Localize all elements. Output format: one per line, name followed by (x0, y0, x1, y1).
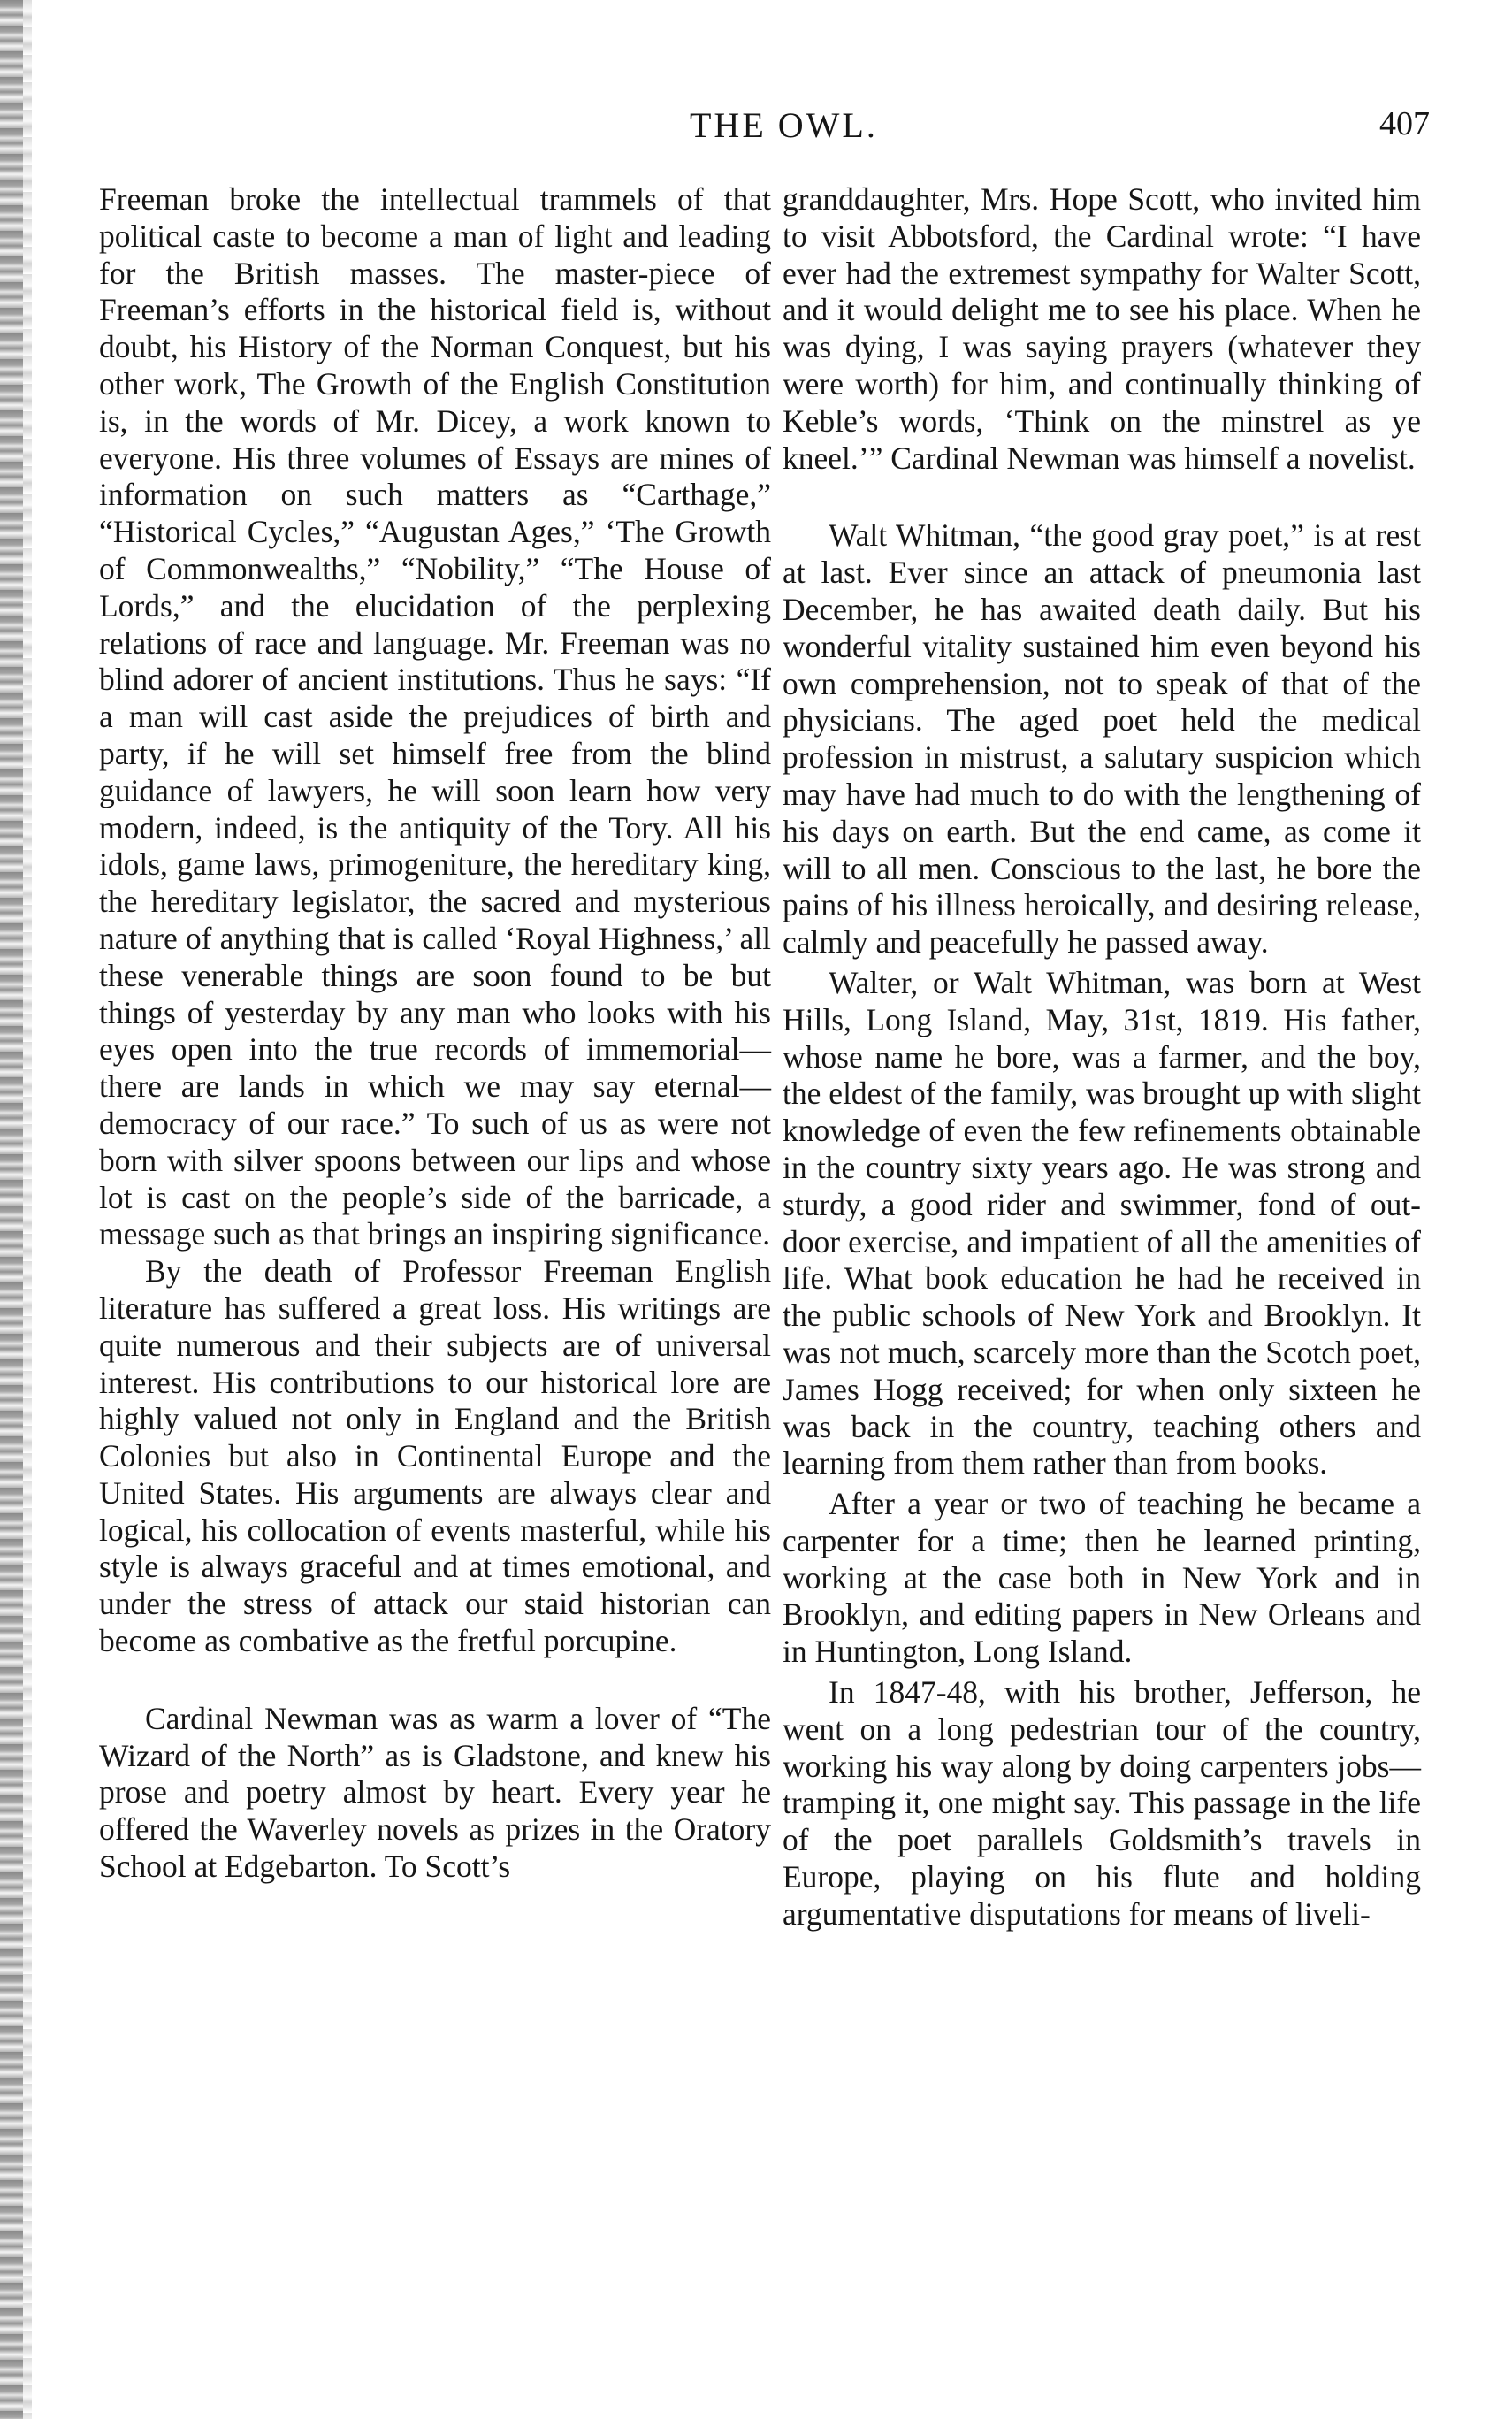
paragraph-whitman-tour: In 1847-48, with his brother, Jefferson, he went on a long pedestrian tour of the country, working his way along by doing carpenters jobs—tramping it, one might say. This passage in the life of the poet parallels Goldsmith’s travels in Europe, playing on his flute and holding argumentative disputations for means of liveli- (783, 1674, 1421, 1932)
page-binding-shadow (23, 0, 32, 2419)
page-binding-edge (0, 0, 23, 2419)
paragraph-whitman-death: Walt Whitman, “the good gray poet,” is at rest at last. Ever since an attack of pneumonia last December, he has awaited death daily. But his wonderful vitality sustained him even beyond his own comprehension, not to speak of that of the physicians. The aged poet held the medical profession in mistrust, a salutary suspicion which may have had much to do with the lengthening of his days on earth. But the end came, as come it will to all men. Conscious to the last, he bore the pains of his illness heroically, and desiring release, calmly and peacefully he passed away. (783, 517, 1421, 961)
paragraph-newman-scott: Cardinal Newman was as warm a lover of “The Wizard of the North” as is Gladstone, and knew his prose and poetry almost by heart. Every year he offered the Waverley novels as prizes in the Oratory School at Edgebarton. To Scott’s (99, 1700, 771, 1885)
right-column (783, 181, 1421, 1933)
section-break (783, 477, 1421, 517)
paragraph-freeman-essays: Freeman broke the intellectual trammels of that political caste to become a man of light and leading for the British masses. The master-piece of Freeman’s efforts in the historical field is, without doubt, his History of the Norman Conquest, but his other work, The Growth of the English Constitution is, in the words of Mr. Dicey, a work known to everyone. His three volumes of Essays are mines of information on such matters as “Carthage,” “Historical Cycles,” “Augustan Ages,” ‘The Growth of Commonwealths,” “Nobility,” “The House of Lords,” and the elucidation of the perplexing relations of race and language. Mr. Freeman was no blind adorer of ancient institutions. Thus he says: “If a man will cast aside the prejudices of birth and party, if he will set himself free from the blind guidance of lawyers, he will soon learn how very modern, indeed, is the antiquity of the Tory. All his idols, game laws, primogeniture, the hereditary king, the hereditary legislator, the sacred and mysterious nature of anything that is called ‘Royal Highness,’ all these venerable things are soon found to be but things of yesterday by any man who looks with his eyes open into the true records of immemorial—there are lands in which we may say eternal—democracy of our race.” To such of us as were not born with silver spoons between our lips and whose lot is cast on the people’s side of the barricade, a message such as that brings an inspiring significance. (99, 181, 771, 1252)
paragraph-newman-letter: granddaughter, Mrs. Hope Scott, who invited him to visit Abbotsford, the Cardinal wrote: “I have ever had the extremest sympathy for Walter Scott, and it would delight me to see his place. When he was dying, I was saying prayers (whatever they were worth) for him, and continually thinking of Keble’s words, ‘Think on the minstrel as ye kneel.’” Cardinal Newman was himself a novelist. (783, 181, 1421, 476)
paragraph-freeman-death: By the death of Professor Freeman English literature has suffered a great loss. His writings are quite numerous and their subjects are of universal interest. His contributions to our historical lore are highly valued not only in England and the British Colonies but also in Continental Europe and the United States. His arguments are always clear and logical, his collocation of events masterful, while his style is always graceful and at times emotional, and under the stress of attack our staid historian can become as combative as the fretful porcupine. (99, 1253, 771, 1659)
paragraph-whitman-birth: Walter, or Walt Whitman, was born at West Hills, Long Island, May, 31st, 1819. His father, whose name he bore, was a farmer, and the boy, the eldest of the family, was brought up with slight knowledge of even the few refinements obtainable in the country sixty years ago. He was strong and sturdy, a good rider and swimmer, fond of out-door exercise, and impatient of all the amenities of life. What book education he had he received in the public schools of New York and Brooklyn. It was not much, scarcely more than the Scotch poet, James Hogg received; for when only sixteen he was back in the country, teaching others and learning from them rather than from books. (783, 964, 1421, 1481)
paragraph-whitman-carpenter: After a year or two of teaching he became a carpenter for a time; then he learned printing, working at the case both in New York and in Brooklyn, and editing papers in New Orleans and in Huntington, Long Island. (783, 1486, 1421, 1670)
page-number: 407 (1379, 105, 1430, 142)
running-head (0, 104, 1512, 157)
section-break (99, 1660, 771, 1701)
left-column (99, 181, 771, 1886)
journal-title: THE OWL. (690, 105, 878, 145)
